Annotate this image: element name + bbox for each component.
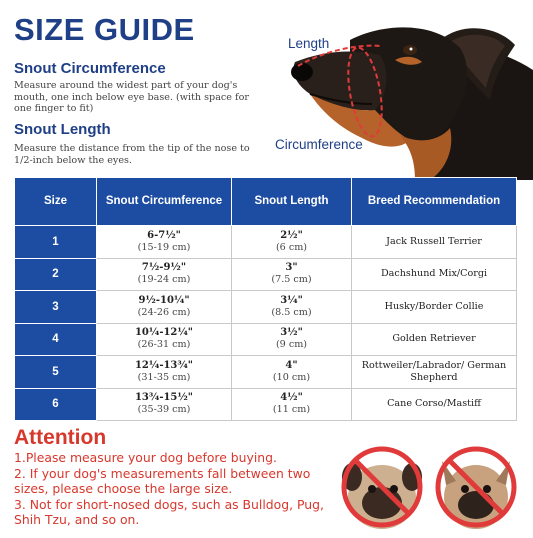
- length-cm: (9 cm): [275, 339, 308, 351]
- circumference-inches: 6-7½": [147, 229, 181, 241]
- circumference-cell: [97, 258, 232, 291]
- length-inches: 3": [285, 262, 298, 274]
- snout-circumference-heading: Snout Circumference: [14, 60, 166, 77]
- circumference-cell: [97, 388, 232, 421]
- header-snout-length: Snout Length: [232, 178, 352, 226]
- attention-list: [14, 450, 334, 528]
- length-label: Length: [288, 36, 330, 51]
- table-row: [15, 291, 517, 324]
- dog-illustration: [250, 0, 533, 180]
- snout-circumference-desc: Measure around the widest part of your dog's mouth, one inch below eye base. (with space for one finger to fit): [14, 80, 249, 114]
- table-row: [15, 323, 517, 356]
- header-snout-circumference: Snout Circumference: [97, 178, 232, 226]
- snout-length-heading: Snout Length: [14, 121, 111, 138]
- no-bulldog-icon: [432, 441, 520, 533]
- no-pug-icon: [338, 441, 426, 533]
- circumference-cm: (24-26 cm): [137, 306, 191, 318]
- circumference-cell: [97, 356, 232, 389]
- length-cell: [232, 356, 352, 389]
- length-cm: (10 cm): [272, 371, 311, 383]
- circumference-label: Circumference: [275, 137, 363, 152]
- breed-cell: Husky/Border Collie: [352, 291, 517, 324]
- length-cm: (6 cm): [275, 241, 308, 253]
- size-value: 3: [15, 291, 97, 324]
- length-inches: 2½": [280, 229, 303, 241]
- doberman-head-icon: [250, 0, 533, 180]
- length-cell: [232, 258, 352, 291]
- circumference-cell: [97, 226, 232, 259]
- table-row: [15, 356, 517, 389]
- size-value: 1: [15, 226, 97, 259]
- header-breed-recommendation: Breed Recommendation: [352, 178, 517, 226]
- snout-length-desc: Measure the distance from the tip of the nose to 1/2-inch below the eyes.: [14, 143, 250, 166]
- attention-item: 1.Please measure your dog before buying.: [14, 450, 277, 465]
- breed-cell: Rottweiler/Labrador/ German Shepherd: [352, 356, 517, 389]
- header-size: Size: [15, 178, 97, 226]
- circumference-inches: 13¾-15½": [134, 392, 194, 404]
- size-table: [14, 177, 517, 421]
- length-cm: (8.5 cm): [271, 306, 312, 318]
- breed-cell: Golden Retriever: [352, 323, 517, 356]
- size-value: 2: [15, 258, 97, 291]
- length-cm: (7.5 cm): [271, 274, 312, 286]
- size-value: 4: [15, 323, 97, 356]
- circumference-cm: (35-39 cm): [137, 404, 191, 416]
- circumference-cm: (15-19 cm): [137, 241, 191, 253]
- table-header-row: [15, 178, 517, 226]
- circumference-inches: 10¼-12¼": [134, 327, 194, 339]
- length-cell: [232, 226, 352, 259]
- length-inches: 4": [285, 359, 298, 371]
- length-cell: [232, 323, 352, 356]
- length-cell: [232, 291, 352, 324]
- circumference-cm: (19-24 cm): [137, 274, 191, 286]
- circumference-inches: 12¼-13¾": [134, 359, 194, 371]
- attention-item: 3. Not for short-nosed dogs, such as Bulldog, Pug, Shih Tzu, and so on.: [14, 496, 324, 527]
- circumference-cm: (31-35 cm): [137, 371, 191, 383]
- attention-item: 2. If your dog's measurements fall between two sizes, please choose the large size.: [14, 465, 311, 496]
- attention-title: Attention: [14, 426, 107, 449]
- table-row: [15, 258, 517, 291]
- length-cell: [232, 388, 352, 421]
- circumference-cm: (26-31 cm): [137, 339, 191, 351]
- size-value: 5: [15, 356, 97, 389]
- breed-cell: Cane Corso/Mastiff: [352, 388, 517, 421]
- length-inches: 4½": [280, 392, 303, 404]
- circumference-cell: [97, 323, 232, 356]
- page-title: SIZE GUIDE: [14, 12, 195, 47]
- length-inches: 3½": [280, 327, 303, 339]
- length-cm: (11 cm): [272, 404, 311, 416]
- breed-cell: Jack Russell Terrier: [352, 226, 517, 259]
- circumference-inches: 9½-10¼": [138, 294, 190, 306]
- length-inches: 3¼": [280, 294, 303, 306]
- size-value: 6: [15, 388, 97, 421]
- table-row: [15, 388, 517, 421]
- circumference-cell: [97, 291, 232, 324]
- breed-cell: Dachshund Mix/Corgi: [352, 258, 517, 291]
- circumference-inches: 7½-9½": [141, 262, 187, 274]
- table-row: [15, 226, 517, 259]
